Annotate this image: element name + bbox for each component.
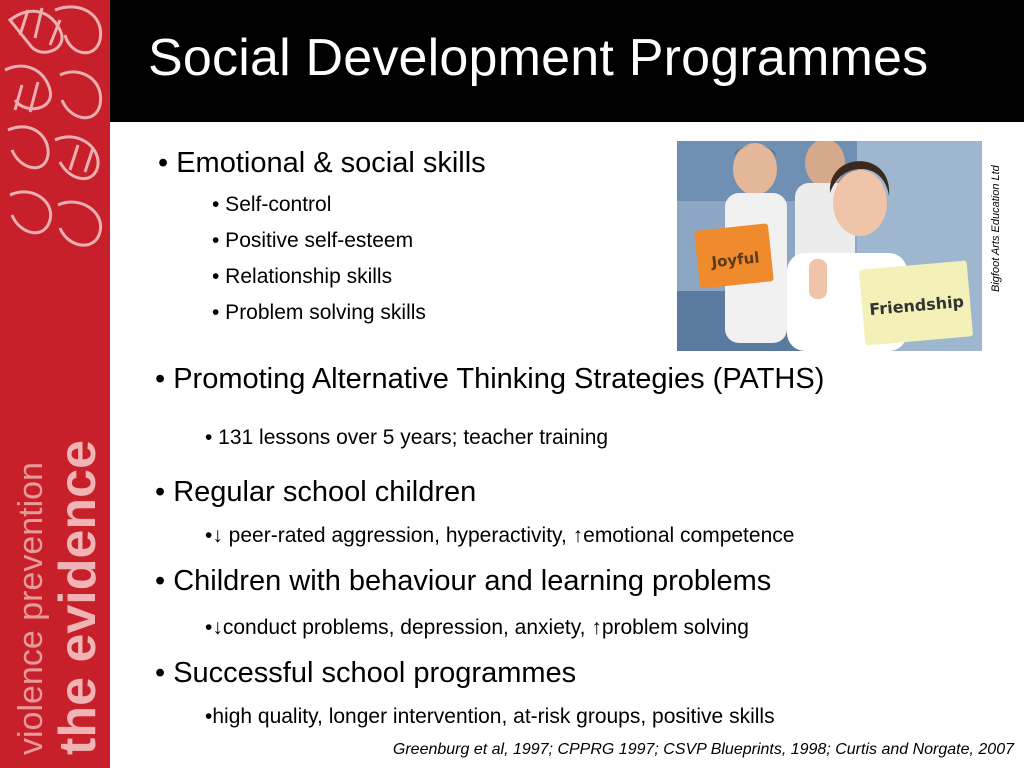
hands-illustration bbox=[0, 0, 110, 280]
sub-bullet-relationship-skills: • Relationship skills bbox=[212, 265, 393, 288]
sidebar-text-line1: violence prevention bbox=[12, 462, 50, 755]
bullet-successful-programmes: • Successful school programmes bbox=[155, 657, 577, 689]
sidebar-banner bbox=[0, 0, 110, 768]
sidebar-vertical-text bbox=[0, 400, 110, 760]
children-photo bbox=[677, 141, 982, 351]
sub-bullet-successful-features: •high quality, longer intervention, at-risk groups, positive skills bbox=[205, 705, 775, 728]
sub-bullet-self-esteem: • Positive self-esteem bbox=[212, 229, 414, 252]
sign-joyful: Joyful bbox=[710, 248, 761, 272]
title-bar bbox=[110, 0, 1024, 122]
bullet-behaviour-learning-problems: • Children with behaviour and learning problems bbox=[155, 565, 772, 597]
sign-friendship: Friendship bbox=[868, 291, 965, 320]
photo-credit: Bigfoot Arts Education Ltd bbox=[990, 165, 1002, 292]
bullet-emotional-social-skills: • Emotional & social skills bbox=[158, 147, 486, 179]
bullet-paths: • Promoting Alternative Thinking Strategies (PATHS) bbox=[155, 363, 825, 395]
sub-bullet-self-control: • Self-control bbox=[212, 193, 332, 216]
sub-bullet-problem-solving: • Problem solving skills bbox=[212, 301, 426, 324]
sidebar-text-line2: the evidence bbox=[49, 439, 107, 755]
slide-title: Social Development Programmes bbox=[148, 29, 929, 87]
sub-bullet-behaviour-outcomes: •↓conduct problems, depression, anxiety, ↑problem solving bbox=[205, 616, 749, 639]
sub-bullet-regular-outcomes: •↓ peer-rated aggression, hyperactivity, ↑emotional competence bbox=[205, 524, 795, 547]
sub-bullet-paths-lessons: • 131 lessons over 5 years; teacher training bbox=[205, 426, 609, 449]
citation: Greenburg et al, 1997; CPPRG 1997; CSVP Blueprints, 1998; Curtis and Norgate, 2007 bbox=[392, 741, 1014, 758]
bullet-regular-school-children: • Regular school children bbox=[155, 476, 477, 508]
